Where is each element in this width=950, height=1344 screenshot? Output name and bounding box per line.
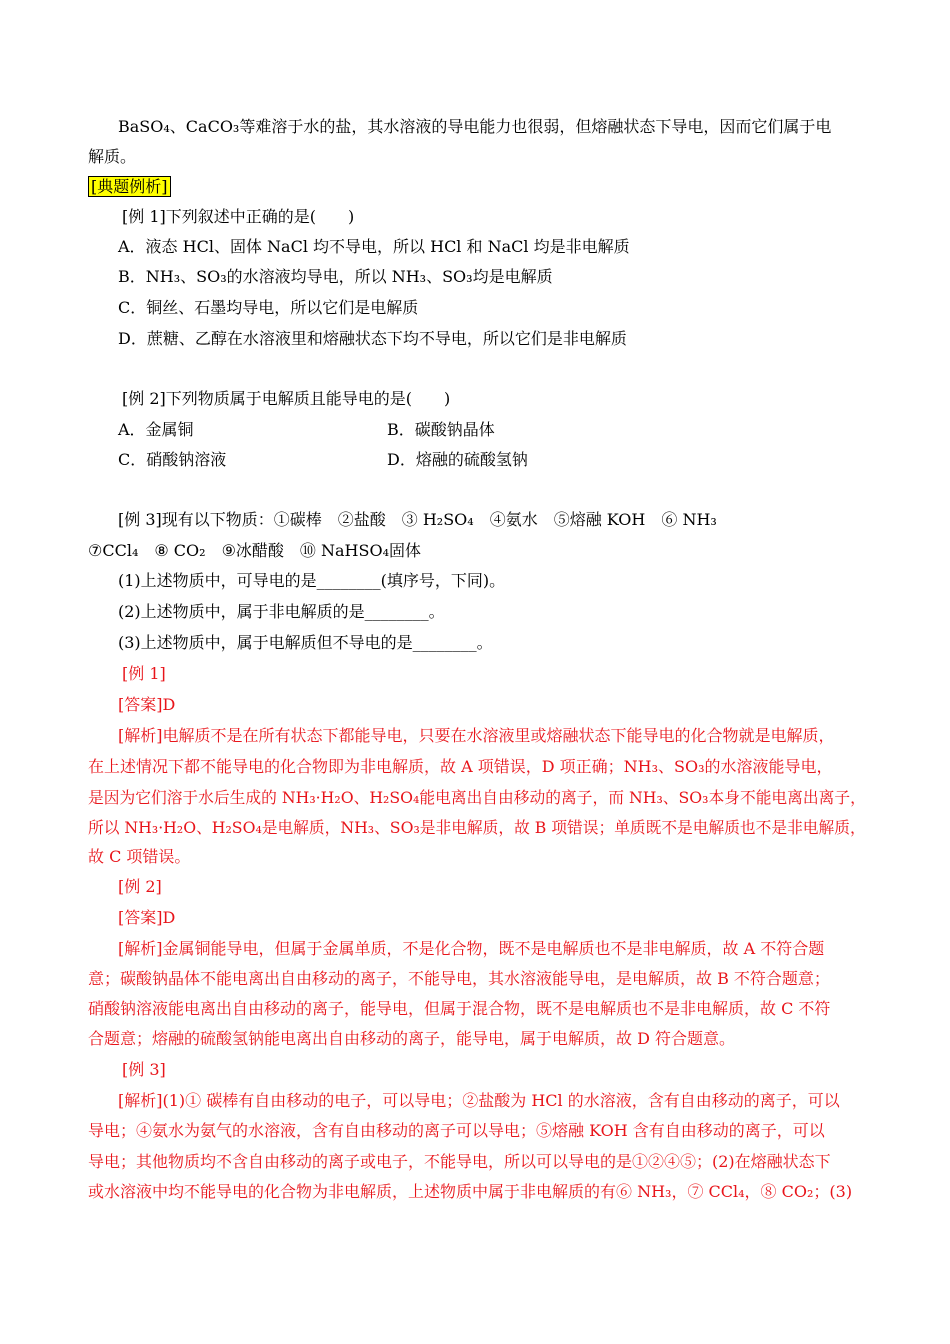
example-1-option-d: D．蔗糖、乙醇在水溶液里和熔融状态下均不导电，所以它们是非电解质 bbox=[118, 329, 627, 348]
intro-line-2: 解质。 bbox=[88, 147, 137, 166]
answer-1-title: [例 1] bbox=[122, 664, 166, 683]
answer-2-analysis-line: 硝酸钠溶液能电离出自由移动的离子，能导电，但属于混合物，既不是电解质也不是非电解质，故 C 不符 bbox=[88, 999, 831, 1018]
section-tag-typical-examples bbox=[88, 176, 171, 198]
example-2-option-a: A．金属铜 bbox=[118, 420, 194, 439]
example-3-question-3: (3)上述物质中，属于电解质但不导电的是________。 bbox=[118, 633, 493, 652]
answer-1-analysis-line: 故 C 项错误。 bbox=[88, 847, 191, 866]
answer-2-analysis-line: [解析]金属铜能导电，但属于金属单质，不是化合物，既不是电解质也不是非电解质，故 A 不符合题 bbox=[118, 939, 825, 958]
example-1-option-b: B．NH₃、SO₃的水溶液均导电，所以 NH₃、SO₃均是电解质 bbox=[118, 267, 553, 286]
section-tag-label: [典题例析] bbox=[88, 176, 171, 197]
answer-3-analysis-line: 导电；其他物质均不含自由移动的离子或电子，不能导电，所以可以导电的是①②④⑤；(2)在熔融状态下 bbox=[88, 1152, 831, 1171]
answer-1-analysis-line: 是因为它们溶于水后生成的 NH₃·H₂O、H₂SO₄能电离出自由移动的离子，而 NH₃、SO₃本身不能电离出离子， bbox=[88, 788, 866, 807]
intro-line-1: BaSO₄、CaCO₃等难溶于水的盐，其水溶液的导电能力也很弱，但熔融状态下导电，因而它们属于电 bbox=[118, 117, 832, 136]
example-1-option-a: A．液态 HCl、固体 NaCl 均不导电，所以 HCl 和 NaCl 均是非电解质 bbox=[118, 237, 630, 256]
example-2-stem: [例 2]下列物质属于电解质且能导电的是( ) bbox=[122, 389, 451, 408]
answer-2-analysis-line: 合题意；熔融的硫酸氢钠能电离出自由移动的离子，能导电，属于电解质，故 D 符合题意。 bbox=[88, 1029, 736, 1048]
example-2-option-c: C．硝酸钠溶液 bbox=[118, 450, 227, 469]
example-1-stem: [例 1]下列叙述中正确的是( ) bbox=[122, 207, 355, 226]
example-2-option-b: B．碳酸钠晶体 bbox=[387, 420, 495, 439]
answer-1-analysis-line: [解析]电解质不是在所有状态下都能导电，只要在水溶液里或熔融状态下能导电的化合物就是电解质， bbox=[118, 726, 835, 745]
answer-3-analysis-line: 或水溶液中均不能导电的化合物为非电解质，上述物质中属于非电解质的有⑥ NH₃，⑦ CCl₄，⑧ CO₂；(3) bbox=[88, 1182, 853, 1201]
answer-2-key: [答案]D bbox=[118, 908, 176, 927]
answer-2-title: [例 2] bbox=[118, 877, 162, 896]
answer-1-analysis-line: 在上述情况下都不能导电的化合物即为非电解质，故 A 项错误，D 项正确；NH₃、SO₃的水溶液能导电， bbox=[88, 757, 833, 776]
example-1-option-c: C．铜丝、石墨均导电，所以它们是电解质 bbox=[118, 298, 419, 317]
answer-1-analysis-line: 所以 NH₃·H₂O、H₂SO₄是电解质，NH₃、SO₃是非电解质，故 B 项错误；单质既不是电解质也不是非电解质， bbox=[88, 818, 866, 837]
answer-2-analysis-line: 意；碳酸钠晶体不能电离出自由移动的离子，不能导电，其水溶液能导电，是电解质，故 B 不符合题意； bbox=[88, 969, 830, 988]
example-3-stem-line-2: ⑦CCl₄ ⑧ CO₂ ⑨冰醋酸 ⑩ NaHSO₄固体 bbox=[88, 541, 421, 560]
answer-3-analysis-line: [解析](1)① 碳棒有自由移动的电子，可以导电；②盐酸为 HCl 的水溶液，含有自由移动的离子，可以 bbox=[118, 1091, 840, 1110]
answer-3-analysis-line: 导电；④氨水为氨气的水溶液，含有自由移动的离子可以导电；⑤熔融 KOH 含有自由移动的离子，可以 bbox=[88, 1121, 825, 1140]
answer-3-title: [例 3] bbox=[122, 1060, 166, 1079]
example-3-question-1: (1)上述物质中，可导电的是________(填序号，下同)。 bbox=[118, 571, 506, 590]
example-2-option-d: D．熔融的硫酸氢钠 bbox=[387, 450, 528, 469]
example-3-stem-line-1: [例 3]现有以下物质：①碳棒 ②盐酸 ③ H₂SO₄ ④氨水 ⑤熔融 KOH ⑥ NH₃ bbox=[118, 510, 717, 529]
answer-1-key: [答案]D bbox=[118, 695, 176, 714]
example-3-question-2: (2)上述物质中，属于非电解质的是________。 bbox=[118, 602, 445, 621]
